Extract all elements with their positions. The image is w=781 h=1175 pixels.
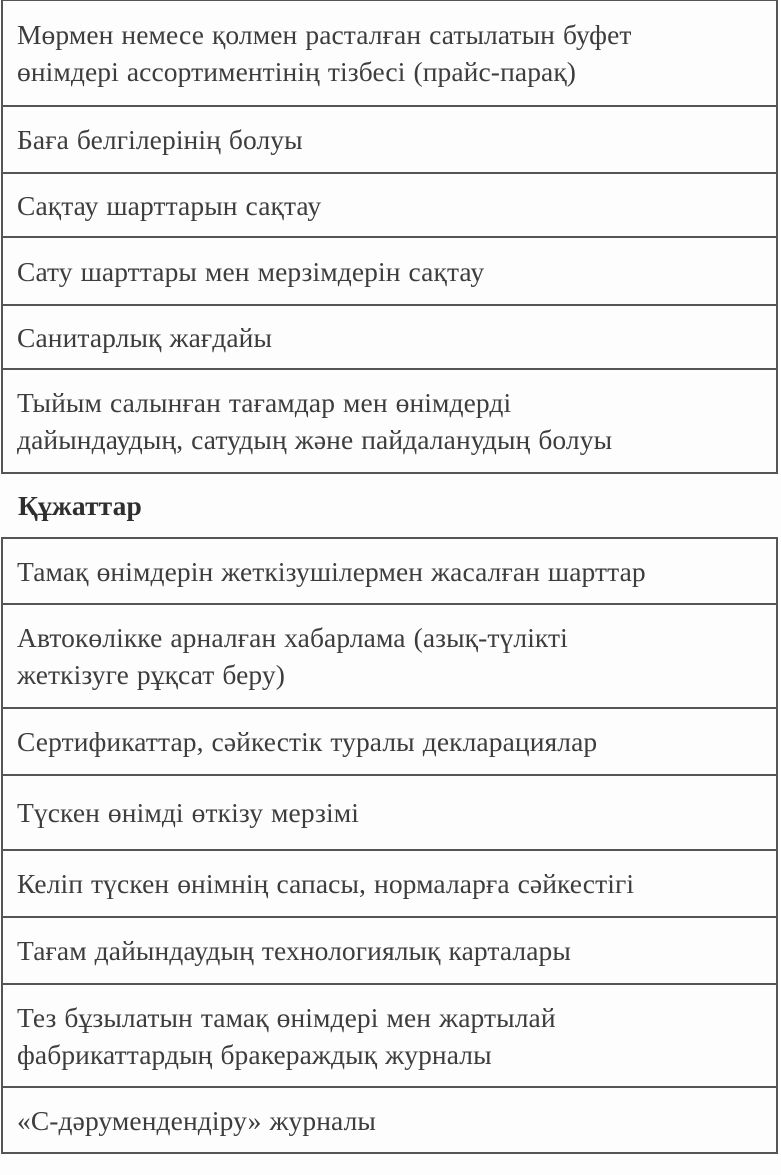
table-row <box>2 604 777 708</box>
table-row <box>2 708 777 775</box>
table-row <box>2 917 777 984</box>
table-cell <box>2 708 777 775</box>
row-text: Сату шарттары мен мерзімдерін сақтау <box>17 255 485 287</box>
table-row <box>2 369 777 473</box>
row-text: Тыйым салынған тағамдар мен өнімдерді дайындаудың, сатудың және пайдаланудың болуы <box>17 387 613 455</box>
row-text: «С-дәрумендендіру» журналы <box>17 1104 377 1136</box>
table-row <box>2 173 777 237</box>
table-cell <box>2 604 777 708</box>
row-text: Келіп түскен өнімнің сапасы, нормаларға сәйкестігі <box>17 868 635 899</box>
row-text: Мөрмен немесе қолмен расталған сатылатын буфет өнімдері ассортиментінің тізбесі (прайс-парақ) <box>17 19 632 87</box>
table-row <box>2 538 777 604</box>
row-text: Тез бұзылатын тамақ өнімдері мен жартылай фабрикаттардың бракераждық журналы <box>17 1001 556 1070</box>
table-row <box>2 0 777 106</box>
row-text: Тамақ өнімдерін жеткізушілермен жасалған шарттар <box>17 555 646 587</box>
table-row <box>2 305 777 369</box>
table-cell <box>2 984 777 1087</box>
table-row <box>2 775 777 850</box>
row-text: Автокөлікке арналған хабарлама (азық-түлікті жеткізуге рұқсат беру) <box>17 622 568 690</box>
table-cell <box>2 917 777 984</box>
row-text: Тағам дайындаудың технологиялық карталары <box>17 935 571 966</box>
table-cell <box>2 775 777 850</box>
row-text: Сақтау шарттарын сақтау <box>17 189 322 221</box>
table-cell <box>2 106 777 173</box>
row-text: Баға белгілерінің болуы <box>17 124 303 155</box>
row-text: Түскен өнімді өткізу мерзімі <box>17 797 359 828</box>
section-title: Құжаттар <box>18 490 142 521</box>
table-row <box>2 1087 777 1153</box>
table-cell <box>2 173 777 237</box>
section-header-cell <box>2 473 777 538</box>
row-text: Санитарлық жағдайы <box>17 321 273 353</box>
table-cell <box>2 850 777 917</box>
table-row <box>2 850 777 917</box>
table-cell <box>2 237 777 305</box>
table-row <box>2 984 777 1087</box>
table-cell <box>2 305 777 369</box>
checklist-table <box>1 0 778 1154</box>
table-cell <box>2 1087 777 1153</box>
table-cell <box>2 0 777 106</box>
table-cell <box>2 538 777 604</box>
section-header-row <box>2 473 777 538</box>
table-row <box>2 237 777 305</box>
row-text: Сертификаттар, сәйкестік туралы декларациялар <box>17 726 598 757</box>
table-row <box>2 106 777 173</box>
table-cell <box>2 369 777 473</box>
